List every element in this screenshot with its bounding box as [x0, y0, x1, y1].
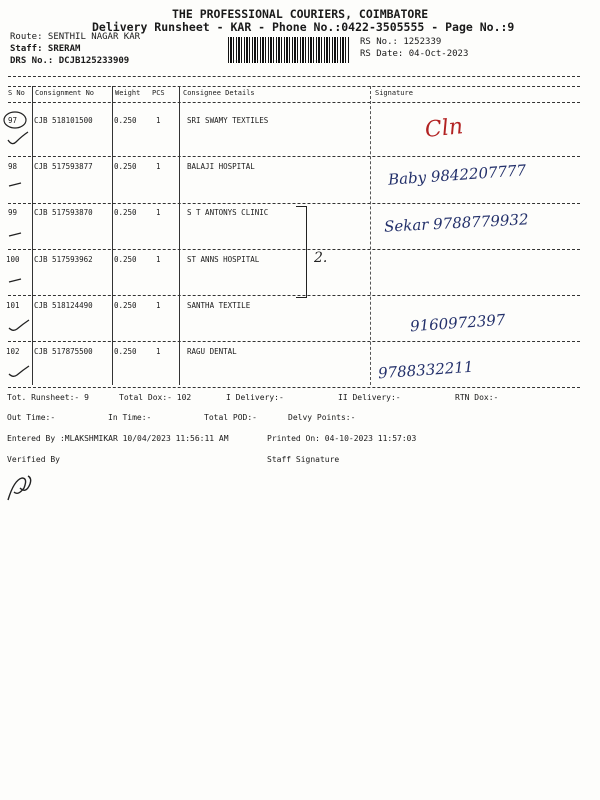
rs-number: RS No.: 1252339: [360, 37, 442, 47]
signature-handwriting: Cln: [423, 114, 465, 143]
tot-runsheet: Tot. Runsheet:- 9: [7, 393, 89, 402]
row-weight: 0.250: [114, 347, 137, 356]
row-pcs: 1: [156, 347, 161, 356]
row-consignment: CJB 517593870: [34, 208, 93, 217]
row-consignment: CJB 517875500: [34, 347, 93, 356]
rtn-dox: RTN Dox:-: [455, 393, 499, 402]
row-consignment: CJB 517593877: [34, 162, 93, 171]
row-circle-mark: [4, 112, 26, 128]
total-dox: Total Dox:- 102: [119, 393, 192, 402]
drs-number: DRS No.: DCJB125233909: [10, 56, 130, 66]
row-consignee: RAGU DENTAL: [187, 347, 237, 356]
route-label: Route: SENTHIL NAGAR KAR: [10, 32, 141, 42]
row-weight: 0.250: [114, 208, 137, 217]
row-weight: 0.250: [114, 116, 137, 125]
in-time: In Time:-: [108, 413, 152, 422]
row-consignee: S T ANTONYS CLINIC: [187, 208, 269, 217]
delvy-points: Delvy Points:-: [288, 413, 356, 422]
signature-handwriting: 9788332211: [377, 357, 474, 383]
runsheet-title: Delivery Runsheet - KAR - Phone No.:0422-3505555 - Page No.:9: [92, 20, 515, 34]
out-time: Out Time:-: [7, 413, 56, 422]
ii-delivery: II Delivery:-: [338, 393, 401, 402]
staff-signature-label: Staff Signature: [267, 455, 340, 464]
signature-handwriting: 2.: [314, 250, 328, 266]
row-sno: 102: [6, 347, 20, 356]
row-pcs: 1: [156, 255, 161, 264]
row-consignment: CJB 518124490: [34, 301, 93, 310]
tick-mark: [9, 366, 29, 376]
i-delivery: I Delivery:-: [226, 393, 284, 402]
tick-mark: [9, 233, 21, 236]
verified-by-label: Verified By: [7, 455, 60, 464]
col-header-pcs: PCS: [152, 89, 165, 97]
row-pcs: 1: [156, 116, 161, 125]
row-weight: 0.250: [114, 301, 137, 310]
row-weight: 0.250: [114, 255, 137, 264]
row-pcs: 1: [156, 208, 161, 217]
col-header-signature: Signature: [375, 89, 413, 97]
col-header-consignment: Consignment No: [35, 89, 95, 97]
row-pcs: 1: [156, 162, 161, 171]
signature-handwriting: 9160972397: [409, 310, 506, 336]
staff-label: Staff: SRERAM: [10, 44, 81, 54]
signature-handwriting: Baby 9842207777: [387, 161, 527, 189]
col-header-consignee: Consignee Details: [183, 89, 255, 97]
total-pod: Total POD:-: [204, 413, 257, 422]
row-consignment: CJB 518101500: [34, 116, 93, 125]
verified-signature: [8, 476, 31, 500]
company-name: THE PROFESSIONAL COURIERS, COIMBATORE: [172, 7, 429, 21]
row-consignee: SANTHA TEXTILE: [187, 301, 251, 310]
entered-by: Entered By :MLAKSHMIKAR 10/04/2023 11:56:11 AM: [7, 434, 229, 443]
tick-mark: [9, 279, 21, 282]
rs-date: RS Date: 04-Oct-2023: [360, 49, 469, 59]
col-header-weight: Weight: [115, 89, 141, 97]
col-header-sno: S No: [8, 89, 25, 97]
row-consignee: ST ANNS HOSPITAL: [187, 255, 260, 264]
signature-handwriting: Sekar 9788779932: [383, 210, 529, 236]
row-weight: 0.250: [114, 162, 137, 171]
tick-mark: [8, 132, 28, 144]
row-sno: 100: [6, 255, 20, 264]
tick-mark: [9, 320, 29, 330]
tick-mark: [9, 183, 21, 186]
printed-on: Printed On: 04-10-2023 11:57:03: [267, 434, 417, 443]
row-pcs: 1: [156, 301, 161, 310]
row-consignee: BALAJI HOSPITAL: [187, 162, 255, 171]
row-sno: 99: [8, 208, 18, 217]
row-sno: 98: [8, 162, 18, 171]
row-consignee: SRI SWAMY TEXTILES: [187, 116, 269, 125]
row-sno: 97: [8, 116, 18, 125]
row-consignment: CJB 517593962: [34, 255, 93, 264]
row-sno: 101: [6, 301, 20, 310]
